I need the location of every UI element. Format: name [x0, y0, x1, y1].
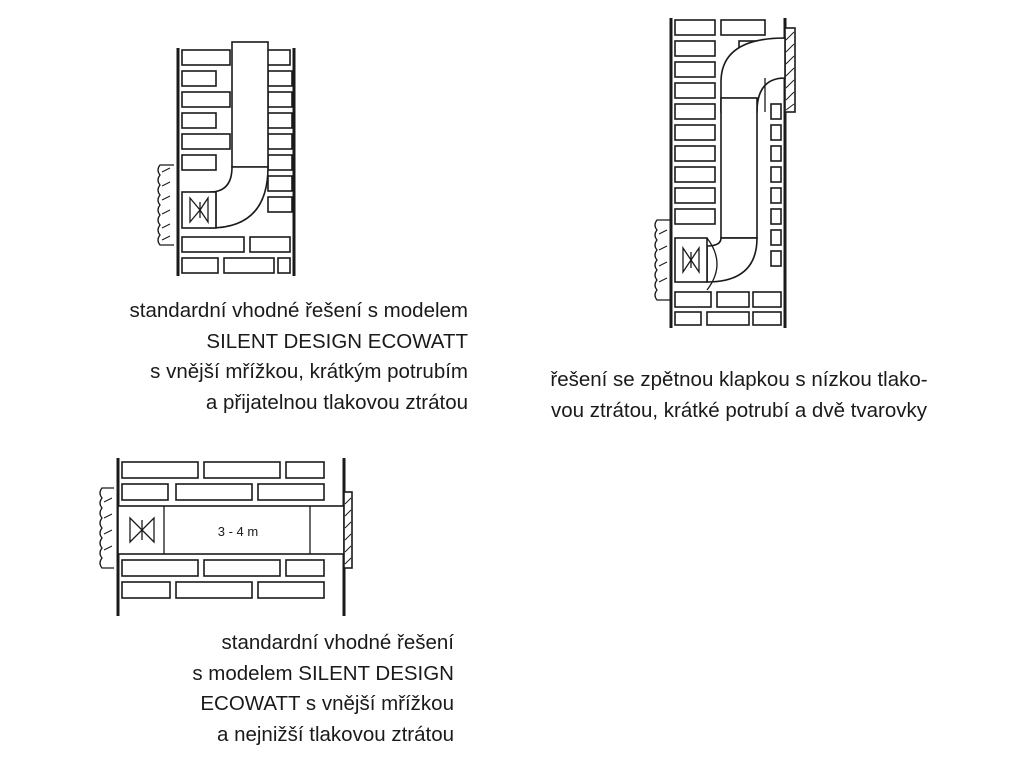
external-grille-icon	[344, 492, 352, 568]
caption-c-line-1: standardní vhodné řešení	[221, 631, 454, 654]
caption-a-line-3: s vnější mřížkou, krátkým potrubím	[150, 360, 468, 383]
external-grille-icon	[785, 28, 795, 112]
external-grille-icon	[655, 220, 671, 300]
fan-icon	[675, 238, 707, 282]
diagram-c	[90, 452, 360, 622]
caption-a-line-4: a přijatelnou tlakovou ztrátou	[205, 390, 468, 414]
caption-b	[512, 365, 966, 426]
caption-a	[130, 296, 468, 418]
caption-c-line-4: a nejnižší tlakovou ztrátou	[216, 722, 454, 746]
caption-b-line-2: vou ztrátou, krátké potrubí a dvě tvarovky	[550, 398, 928, 422]
caption-c-line-3: ECOWATT s vnější mřížkou	[200, 692, 454, 715]
caption-a-line-1: standardní vhodné řešení s modelem	[129, 299, 468, 322]
diagram-b	[645, 12, 805, 332]
external-grille-icon	[100, 488, 114, 568]
installation-drawing-c	[90, 452, 360, 622]
diagram-a	[140, 30, 310, 280]
caption-a-line-2: SILENT DESIGN ECOWATT	[206, 329, 468, 353]
external-grille-icon	[158, 165, 174, 245]
duct-length-label: 3 - 4 m	[217, 524, 259, 539]
installation-drawing-b	[645, 12, 805, 332]
caption-c	[192, 628, 454, 750]
caption-c-line-2: s modelem SILENT DESIGN	[192, 661, 454, 685]
installation-drawing-a	[140, 30, 310, 280]
caption-b-line-1: řešení se zpětnou klapkou s nízkou tlako-	[550, 368, 928, 391]
